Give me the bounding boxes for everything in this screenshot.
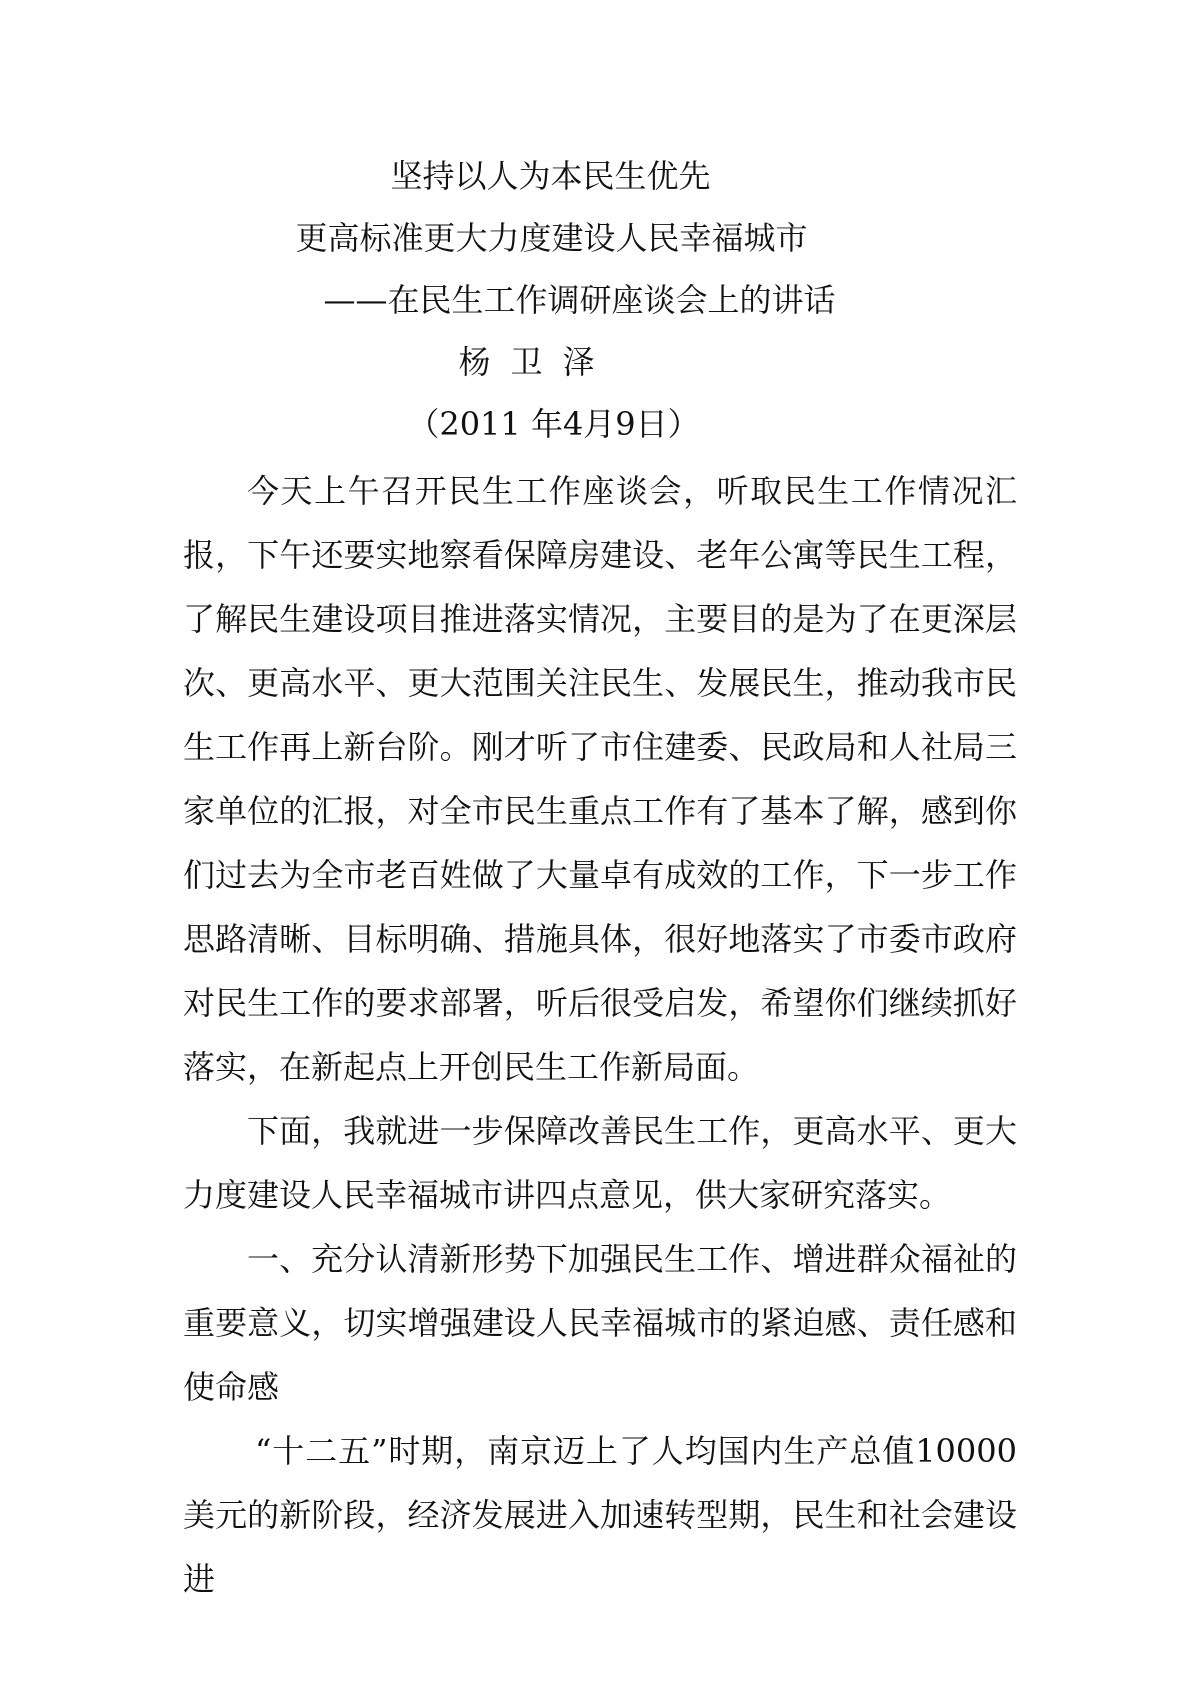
document-title-line-1: 坚持以人为本民生优先 (390, 157, 711, 195)
paragraph-section-1: “十二五”时期，南京迈上了人均国内生产总值10000 美元的新阶段，经济发展进入加速转型期，民生和社会建设进 (183, 1432, 1017, 1598)
section-heading-1: 一、充分认清新形势下加强民生工作、增进群众福祉的重要意义，切实增强建设人民幸福城市的紧迫感、责任感和使命感 (183, 1240, 1017, 1406)
title-block (0, 145, 1191, 455)
paragraph-outline: 下面，我就进一步保障改善民生工作，更高水平、更大力度建设人民幸福城市讲四点意见，供大家研究落实。 (183, 1112, 1017, 1214)
speech-date: （2011 年4月9日） (407, 405, 700, 443)
author-name: 杨卫泽 (458, 343, 615, 381)
body-text (183, 459, 1017, 1611)
document-title-line-2: 更高标准更大力度建设人民幸福城市 (295, 219, 808, 257)
paragraph-opening: 今天上午召开民生工作座谈会，听取民生工作情况汇报，下午还要实地察看保障房建设、老年公寓等民生工程，了解民生建设项目推进落实情况，主要目的是为了在更深层次、更高水平、更大范围关注民生、发展民生，推动我市民生工作再上新台阶。刚才听了市住建委、民政局和人社局三家单位的汇报，对全市民生重点工作有了基本了解，感到你们过去为全市老百姓做了大量卓有成效的工作，下一步工作思路清晰、目标明确、措施具体，很好地落实了市委市政府对民生工作的要求部署，听后很受启发，希望你们继续抓好落实，在新起点上开创民生工作新局面。 (183, 472, 1017, 1086)
document-subtitle: ——在民生工作调研座谈会上的讲话 (323, 281, 836, 319)
